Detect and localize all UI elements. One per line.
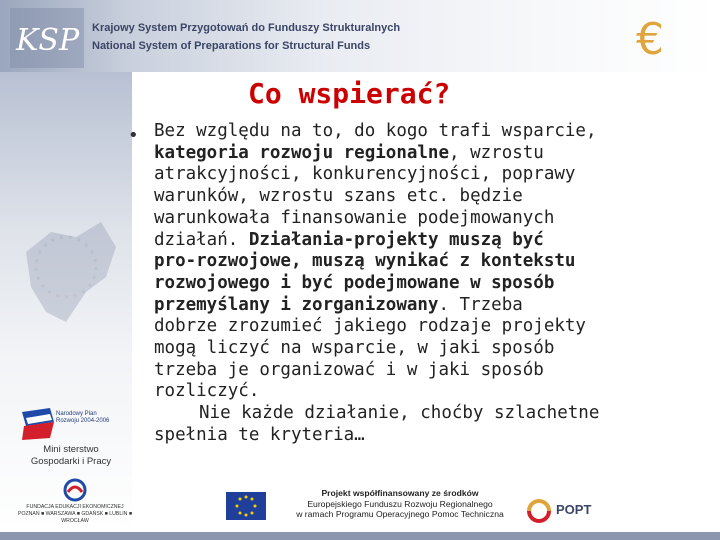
body-line-15: spełnia te kryteria… xyxy=(154,424,365,445)
body-line-4: warunków, wzrostu szans etc. będzie xyxy=(154,186,523,207)
europe-map-icon xyxy=(6,192,126,342)
eu-flag-icon xyxy=(226,492,266,520)
body-line-11: mogą liczyć na wsparcie, w jaki sposób xyxy=(154,338,555,359)
body-line-14: Nie każde działanie, choćby szlachetne xyxy=(199,403,600,424)
popt-label: POPT xyxy=(556,502,592,517)
body-line-12: trzeba je organizować i w jaki sposób xyxy=(154,359,544,380)
body-line-9 xyxy=(154,295,694,317)
body-paragraph xyxy=(154,121,694,447)
ministry-line-2: Gospodarki i Pracy xyxy=(30,456,112,467)
fundacja-line-2: POZNAŃ ■ WARSZAWA ■ GDAŃSK ■ LUBLIN ■ WROCŁAW xyxy=(18,511,132,524)
npr-label xyxy=(56,411,109,425)
body-line-9-rest: . Trzeba xyxy=(438,294,523,315)
ministry-label xyxy=(18,444,124,468)
body-line-7: pro-rozwojowe, muszą wynikać z kontekstu xyxy=(154,251,576,272)
body-line-6 xyxy=(154,230,694,252)
body-line-1: Bez względu na to, do kogo trafi wsparcie, xyxy=(154,121,597,141)
body-line-10: dobrze zrozumieć jakiego rodzaje projekty xyxy=(154,316,586,337)
ksp-logo-icon xyxy=(10,8,84,68)
ministry-line-1: Mini sterstwo xyxy=(43,444,99,455)
slide-title: Co wspierać? xyxy=(248,77,451,110)
footer-line-2: Europejskiego Funduszu Rozwoju Regionalnego xyxy=(307,498,493,509)
header-title-en: National System of Preparations for Structural Funds xyxy=(92,40,371,52)
footer-line-1: Projekt współfinansowany ze środków xyxy=(321,488,479,498)
fundacja-label xyxy=(14,504,136,525)
body-line-5: warunkowała finansowanie podejmowanych xyxy=(154,207,555,228)
footer-cofinancing-note xyxy=(280,488,520,520)
body-line-8: rozwojowego i być podejmowane w sposób xyxy=(154,272,555,293)
popt-logo-icon xyxy=(526,498,552,524)
header-banner xyxy=(0,0,720,72)
euro-symbol: € xyxy=(636,14,664,65)
bottom-bar xyxy=(0,532,720,540)
body-bold-1: kategoria rozwoju regionalne xyxy=(154,142,450,163)
body-line-13: rozliczyć. xyxy=(154,381,260,402)
body-bold-2: Działania-projekty muszą być xyxy=(248,229,544,250)
fundacja-logo-icon xyxy=(60,478,90,502)
body-line-2 xyxy=(154,143,694,165)
euro-icon xyxy=(636,14,676,65)
body-line-6-start: działań. xyxy=(154,229,249,250)
fundacja-line-1: FUNDACJA EDUKACJI EKONOMICZNEJ xyxy=(26,504,124,510)
body-line-3: atrakcyjności, konkurencyjności, poprawy xyxy=(154,164,576,185)
header-title-pl: Krajowy System Przygotowań do Funduszy Strukturalnych xyxy=(92,22,401,34)
bullet-marker: • xyxy=(128,125,139,146)
body-bold-3: przemyślany i zorganizowany xyxy=(154,294,439,315)
body-line-2-rest: , wzrostu xyxy=(449,142,544,163)
npr-line-1: Narodowy Plan xyxy=(56,411,97,417)
footer-line-3: w ramach Programu Operacyjnego Pomoc Techniczna xyxy=(296,509,504,519)
npr-line-2: Rozwoju 2004-2006 xyxy=(56,418,110,424)
logo-text: KSP xyxy=(16,23,80,58)
